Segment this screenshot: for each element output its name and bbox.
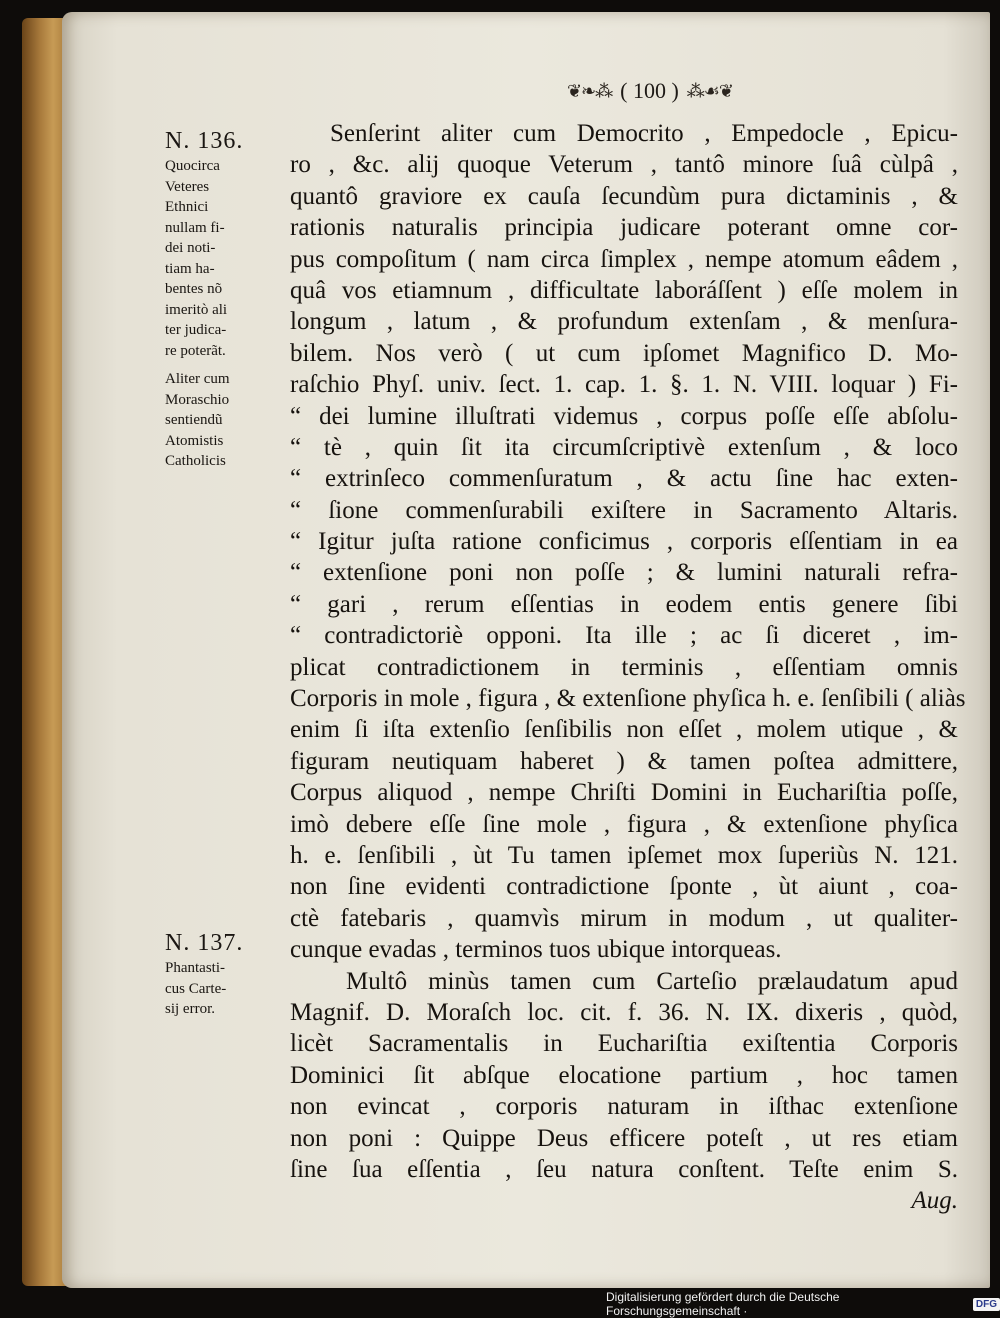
body-line: “ ſione commenſurabili exiſtere in Sacramento Altaris. <box>290 496 958 524</box>
margin-note-line: cus Carte- <box>165 980 227 997</box>
body-line: Multô minùs tamen cum Carteſio prælaudatum apud <box>346 967 958 995</box>
body-line: “ dei lumine illuſtrati videmus , corpus poſſe eſſe abſolu- <box>290 402 958 430</box>
body-line: non poni : Quippe Deus efficere poteſt , ut res etiam <box>290 1124 958 1152</box>
margin-note-line: dei noti- <box>165 240 216 256</box>
body-line: h. e. ſenſibili , ùt Tu tamen ipſemet mox ſuperiùs N. 121. <box>290 841 958 869</box>
margin-note-line: tiam ha- <box>165 260 215 277</box>
body-line: longum , latum , & profundum extenſam , & menſura- <box>290 308 958 336</box>
margin-note-number: N. 136. <box>165 128 244 154</box>
margin-note-line: sentiendũ <box>165 412 223 428</box>
margin-note-line: sij error. <box>165 1001 215 1017</box>
page-number: ( 100 ) <box>620 78 679 103</box>
page-header <box>540 76 760 106</box>
body-line: Magnif. D. Moraſch loc. cit. f. 36. N. IX. dixeris , quòd, <box>290 998 958 1026</box>
margin-note-line: Quocirca <box>165 158 220 174</box>
body-line: Corpus aliquod , nempe Chriſti Domini in Euchariſtia poſſe, <box>290 779 958 807</box>
margin-note-line: imeritò ali <box>165 301 228 318</box>
body-line: Corporis in mole , figura , & extenſione phyſica h. e. ſenſibili ( aliàs <box>290 685 966 713</box>
body-line: Dominici ſit abſque elocatione partium , hoc tamen <box>290 1061 958 1089</box>
body-line: non ſine evidenti contradictione ſponte , ùt aiunt , coa- <box>290 873 958 901</box>
body-line: raſchio Phyſ. univ. ſect. 1. cap. 1. §. 1. N. VIII. loquar ) Fi- <box>290 371 958 399</box>
body-line: licèt Sacramentalis in Euchariſtia exiſtentia Corporis <box>290 1030 958 1058</box>
body-text <box>290 118 966 1217</box>
body-line: quantô graviore ex cauſa ſecundùm pura dictaminis , & <box>290 182 958 210</box>
margin-note-137 <box>165 928 277 1020</box>
digitization-footer <box>606 1290 1000 1318</box>
footer-text: Digitalisierung gefördert durch die Deutsche Forschungsgemeinschaft · <box>606 1290 840 1318</box>
body-line: “ tè , quin ſit ita circumſcriptivè extenſum , & loco <box>290 433 958 461</box>
body-line: quâ vos etiamnum , difficultate laboráſſent ) eſſe molem in <box>290 276 958 304</box>
margin-note-line: Veteres <box>165 178 210 195</box>
margin-note-line: re poterãt. <box>165 342 226 359</box>
body-line: “ Igitur juſta ratione conficimus , corporis eſſentiam in ea <box>290 528 958 556</box>
margin-note-line: Atomistis <box>165 432 224 449</box>
body-line: “ extenſione poni non poſſe ; & lumini naturali refra- <box>290 559 958 587</box>
margin-note-line: Aliter cum <box>165 371 230 387</box>
body-line: rationis naturalis principia judicare poterant omne cor- <box>290 214 958 242</box>
body-line: “ contradictoriè opponi. Ita ille ; ac ſi diceret , im- <box>290 622 958 650</box>
margin-note-line: nullam fi- <box>165 219 225 236</box>
catchword: Aug. <box>911 1187 958 1215</box>
body-line: “ extrinſeco commenſuratum , & actu ſine hac exten- <box>290 465 958 493</box>
margin-note-number: N. 137. <box>165 930 244 956</box>
body-line: ro , &c. alij quoque Veterum , tantô minore ſuâ cùlpâ , <box>290 151 958 179</box>
body-line: ctè fatebaris , quamvìs mirum in modum , ut qualiter- <box>290 904 958 932</box>
spacer <box>165 361 277 369</box>
margin-note-line: ter judica- <box>165 322 227 338</box>
body-line: cunque evadas , terminos tuos ubique intorqueas. <box>290 936 782 964</box>
body-line: imò debere eſſe ſine mole , figura , & extenſione phyſica <box>290 810 958 838</box>
body-line: non evincat , corporis naturam in iſthac extenſione <box>290 1093 958 1121</box>
body-line: pus compoſitum ( nam circa ſimplex , nempe atomum eâdem , <box>290 245 958 273</box>
ornament-icon: ❦❧⁂ <box>566 80 613 101</box>
body-line: bilem. Nos verò ( ut cum ipſomet Magnifico D. Mo- <box>290 339 958 367</box>
body-line: “ gari , rerum eſſentias in eodem entis genere ſibi <box>290 590 958 618</box>
margin-note-line: Moraschio <box>165 391 230 408</box>
ornament-icon: ⁂☙❦ <box>686 80 734 101</box>
margin-note-line: Ethnici <box>165 199 209 215</box>
margin-note-line: Phantasti- <box>165 960 225 976</box>
margin-note-136 <box>165 126 277 472</box>
body-line: ſine ſua eſſentia , ſeu natura conſtent. Teſte enim S. <box>290 1155 958 1183</box>
body-line: Senſerint aliter cum Democrito , Empedocle , Epicu- <box>330 120 958 147</box>
margin-note-line: Catholicis <box>165 453 226 469</box>
body-line: plicat contradictionem in terminis , eſſentiam omnis <box>290 653 958 681</box>
dfg-logo-icon: DFG <box>973 1298 1000 1311</box>
body-line: enim ſi iſta extenſio ſenſibilis non eſſet , molem utique , & <box>290 716 958 744</box>
margin-note-line: bentes nõ <box>165 281 223 297</box>
body-line: figuram neutiquam haberet ) & tamen poſtea admittere, <box>290 747 958 775</box>
